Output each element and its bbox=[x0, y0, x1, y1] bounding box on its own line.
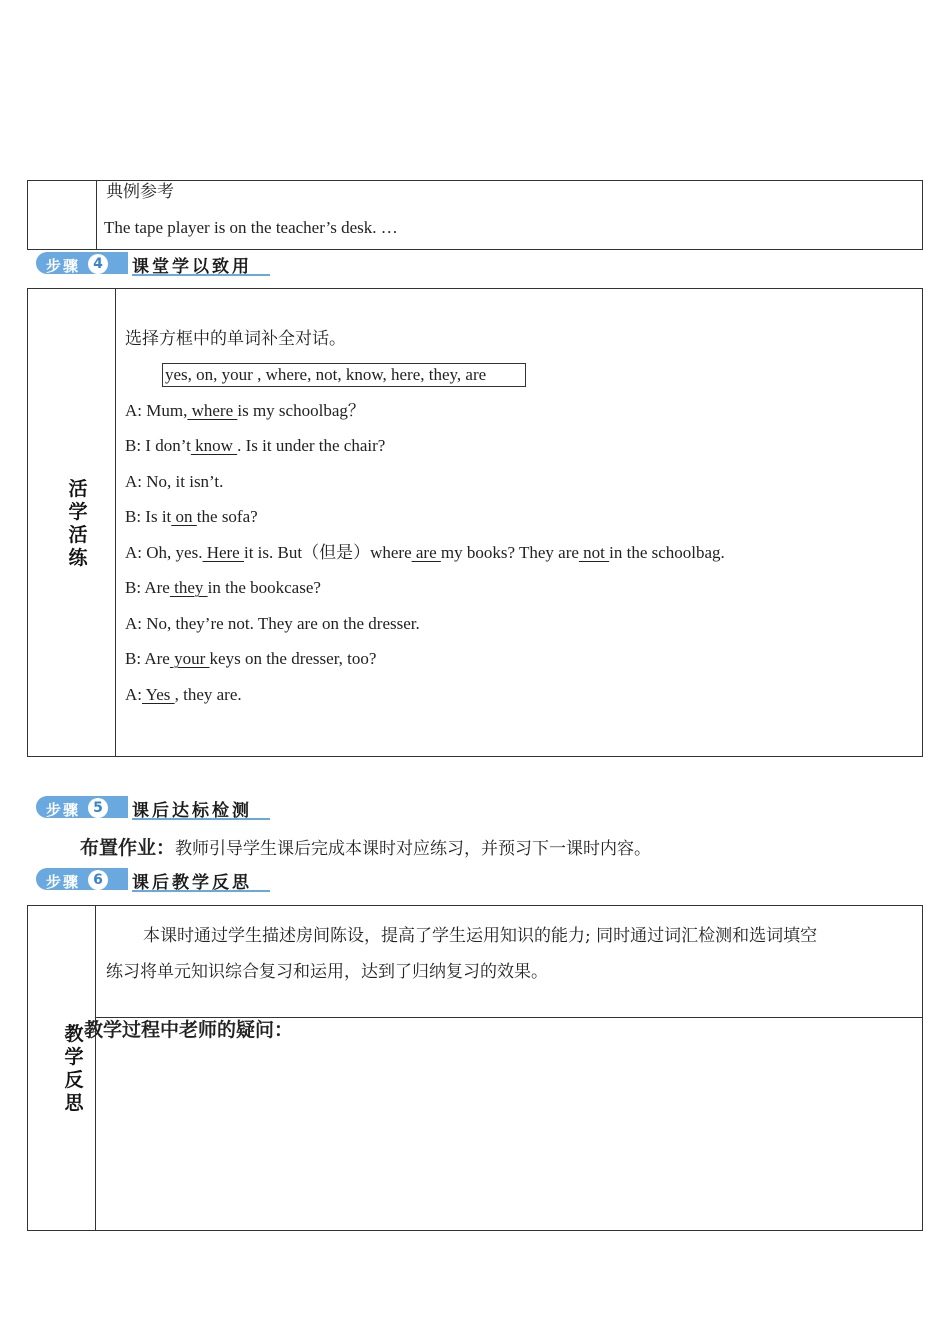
example-table-divider bbox=[96, 180, 97, 250]
step6-number: 6 bbox=[88, 870, 108, 890]
dialogue-text: in the schoolbag. bbox=[609, 543, 725, 562]
side-char: 学 bbox=[64, 1046, 84, 1068]
step5-banner bbox=[36, 795, 276, 819]
dialogue-text: A: bbox=[125, 685, 142, 704]
answer-blank: they bbox=[169, 578, 208, 597]
answer-blank: Here bbox=[202, 543, 244, 562]
step4-banner bbox=[36, 251, 276, 275]
reflection-row-divider bbox=[95, 1017, 923, 1018]
step4-pill bbox=[36, 252, 128, 274]
dialogue-text: B: Is it bbox=[125, 507, 172, 526]
step5-label: 步骤 bbox=[46, 801, 81, 819]
side-char: 学 bbox=[68, 501, 88, 523]
answer-blank: are bbox=[411, 543, 441, 562]
example-sentence: The tape player is on the teacher’s desk. … bbox=[104, 218, 398, 237]
step5-number: 5 bbox=[88, 798, 108, 818]
dialogue-text: , they are. bbox=[174, 685, 242, 704]
homework-line bbox=[80, 833, 651, 860]
dialogue-text: is my schoolbag？ bbox=[237, 401, 365, 420]
step6-label: 步骤 bbox=[46, 873, 81, 891]
side-char: 活 bbox=[68, 478, 88, 500]
dialogue-text: the sofa? bbox=[196, 507, 258, 526]
dialogue-line-4 bbox=[125, 508, 258, 525]
answer-blank: know bbox=[190, 436, 238, 455]
answer-blank: where bbox=[187, 401, 238, 420]
dialogue-text: . Is it under the chair? bbox=[237, 436, 386, 455]
step4-title: 课堂学以致用 bbox=[132, 252, 270, 276]
dialogue-text: A: Mum, bbox=[125, 401, 188, 420]
side-char: 活 bbox=[68, 524, 88, 546]
reflection-line-1: 本课时通过学生描述房间陈设，提高了学生运用知识的能力; 同时通过词汇检测和选词填空 bbox=[143, 926, 818, 946]
dialogue-text: B: Are bbox=[125, 578, 170, 597]
answer-blank: Yes bbox=[142, 685, 175, 704]
dialogue-text: B: I don’t bbox=[125, 436, 191, 455]
word-bank: yes, on, your , where, not, know, here, they, are bbox=[162, 363, 526, 387]
answer-blank: on bbox=[171, 507, 197, 526]
homework-label: 布置作业： bbox=[80, 837, 176, 859]
step5-title: 课后达标检测 bbox=[132, 796, 270, 820]
practice-instruction: 选择方框中的单词补全对话。 bbox=[125, 329, 346, 349]
side-char: 练 bbox=[68, 547, 88, 569]
dialogue-line-9 bbox=[125, 686, 242, 703]
questions-label: 教学过程中老师的疑问： bbox=[84, 1019, 294, 1041]
reflection-side-label bbox=[62, 1023, 86, 1115]
side-char: 思 bbox=[64, 1092, 84, 1114]
step4-label: 步骤 bbox=[46, 257, 81, 275]
dialogue-text: my books? They are bbox=[440, 543, 579, 562]
dialogue-text: A: Oh, yes. bbox=[125, 543, 203, 562]
step6-pill bbox=[36, 868, 128, 890]
reflection-table bbox=[27, 905, 923, 1231]
dialogue-text: in the bookcase? bbox=[207, 578, 321, 597]
dialogue-line-5 bbox=[125, 544, 725, 561]
step5-pill bbox=[36, 796, 128, 818]
dialogue-line-8 bbox=[125, 650, 376, 667]
dialogue-text: keys on the dresser, too? bbox=[209, 649, 377, 668]
dialogue-line-7: A: No, they’re not. They are on the dresser. bbox=[125, 614, 420, 633]
dialogue-text: it is. But（但是）where bbox=[243, 543, 412, 562]
side-char: 反 bbox=[64, 1069, 84, 1091]
answer-blank: not bbox=[578, 543, 610, 562]
homework-text: 教师引导学生课后完成本课时对应练习，并预习下一课时内容。 bbox=[175, 839, 652, 859]
reflection-line-2: 练习将单元知识综合复习和运用，达到了归纳复习的效果。 bbox=[106, 962, 548, 982]
reflection-table-divider bbox=[95, 905, 96, 1231]
dialogue-line-1 bbox=[125, 402, 365, 419]
side-char: 教 bbox=[64, 1023, 84, 1045]
practice-side-label bbox=[66, 478, 90, 570]
step4-number: 4 bbox=[88, 254, 108, 274]
dialogue-line-2 bbox=[125, 437, 385, 454]
dialogue-line-3: A: No, it isn’t. bbox=[125, 472, 224, 491]
dialogue-line-6 bbox=[125, 579, 321, 596]
step6-title: 课后教学反思 bbox=[132, 868, 270, 892]
example-heading: 典例参考 bbox=[106, 182, 174, 202]
step6-banner bbox=[36, 867, 276, 891]
practice-table-divider bbox=[115, 288, 116, 757]
dialogue-text: B: Are bbox=[125, 649, 170, 668]
answer-blank: your bbox=[169, 649, 210, 668]
